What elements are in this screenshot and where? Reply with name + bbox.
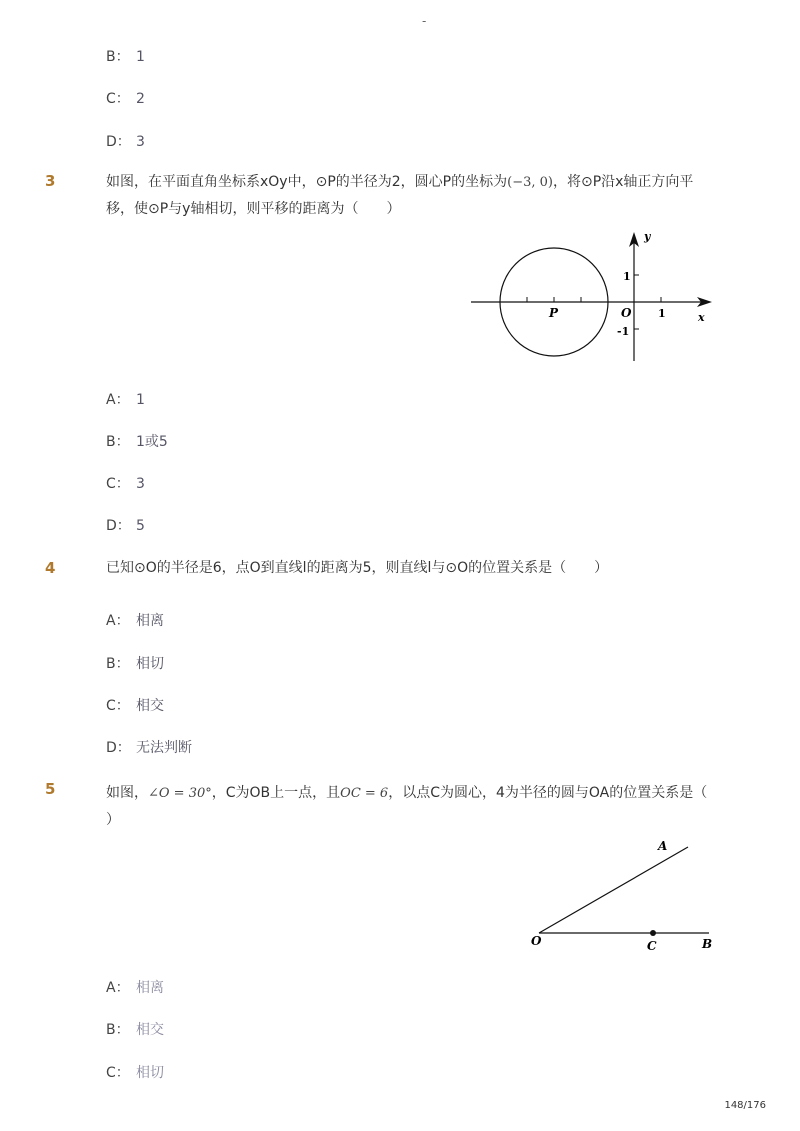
option-label: B：	[106, 49, 130, 65]
option-value: 无法判断	[136, 740, 192, 756]
option-value: 相切	[136, 656, 164, 672]
option-label: C：	[106, 698, 130, 714]
q3-option-d[interactable]	[106, 515, 145, 535]
header-mark: -	[422, 14, 427, 28]
q3-line-2: 移，使⊙P与y轴相切，则平移的距离为（ ）	[106, 201, 401, 217]
q4-option-a[interactable]	[106, 610, 164, 630]
option-value: 3	[136, 134, 145, 150]
label-o: O	[531, 934, 542, 948]
option-label: C：	[106, 91, 130, 107]
q5-line-1: 如图，∠O = 30°，C为OB上一点，且OC = 6，以点C为圆心，4为半径的圆与OA的位置关系是（	[106, 785, 708, 801]
option-label: B：	[106, 434, 130, 450]
label-c: C	[647, 939, 657, 953]
q3-text	[106, 169, 726, 222]
option-label: C：	[106, 1065, 130, 1081]
q3-coord: (−3, 0)	[507, 175, 553, 190]
option-value: 相交	[136, 1022, 164, 1038]
q5-text	[106, 780, 726, 833]
x-label: x	[698, 311, 705, 324]
q4-option-c[interactable]	[106, 695, 164, 715]
q5-oc: OC = 6	[340, 786, 389, 801]
q5-option-b[interactable]	[106, 1019, 164, 1039]
point-c	[650, 930, 656, 936]
q3-option-a[interactable]	[106, 389, 145, 409]
y-label: y	[644, 230, 651, 243]
q3-line-1: 如图，在平面直角坐标系xOy中，⊙P的半径为2，圆心P的坐标为(−3, 0)，将⊙P沿x轴正方向平	[106, 174, 694, 190]
option-label: A：	[106, 392, 130, 408]
q5-figure	[525, 835, 720, 960]
q5-line-2: ）	[106, 812, 120, 828]
option-label: A：	[106, 980, 130, 996]
q3-number: 3	[45, 172, 56, 190]
option-value: 相离	[136, 980, 164, 996]
q4-option-d[interactable]	[106, 737, 192, 757]
q2-option-c[interactable]	[106, 88, 145, 108]
ray-oa	[539, 847, 688, 933]
q2-option-d[interactable]	[106, 131, 145, 151]
option-value: 相离	[136, 613, 164, 629]
q5-angle: ∠O = 30°	[148, 786, 212, 801]
page-number: 148/176	[724, 1100, 766, 1111]
option-value: 2	[136, 91, 145, 107]
p-label: P	[549, 306, 559, 320]
option-label: D：	[106, 134, 131, 150]
q4-text: 已知⊙O的半径是6，点O到直线l的距离为5，则直线l与⊙O的位置关系是（ ）	[106, 560, 609, 576]
option-value: 1	[136, 392, 145, 408]
option-value: 相交	[136, 698, 164, 714]
label-b: B	[702, 937, 713, 951]
option-value: 1或5	[136, 434, 168, 450]
tick-label-neg1: -1	[617, 325, 630, 338]
option-value: 3	[136, 476, 145, 492]
option-value: 5	[136, 518, 145, 534]
option-label: A：	[106, 613, 130, 629]
option-label: B：	[106, 1022, 130, 1038]
q5-option-c[interactable]	[106, 1062, 164, 1082]
q5-number: 5	[45, 780, 56, 798]
q2-option-b[interactable]	[106, 46, 145, 66]
q4-option-b[interactable]	[106, 653, 164, 673]
origin-label: O	[621, 306, 632, 320]
option-value: 1	[136, 49, 145, 65]
option-label: B：	[106, 656, 130, 672]
tick-label-1: 1	[623, 270, 631, 283]
q3-figure	[465, 226, 720, 366]
q5-option-a[interactable]	[106, 977, 164, 997]
q3-option-b[interactable]	[106, 431, 168, 451]
tick-label-x1: 1	[658, 307, 666, 320]
q3-option-c[interactable]	[106, 473, 145, 493]
option-label: C：	[106, 476, 130, 492]
option-value: 相切	[136, 1065, 164, 1081]
option-label: D：	[106, 740, 131, 756]
label-a: A	[658, 839, 668, 853]
option-label: D：	[106, 518, 131, 534]
q4-number: 4	[45, 559, 56, 577]
